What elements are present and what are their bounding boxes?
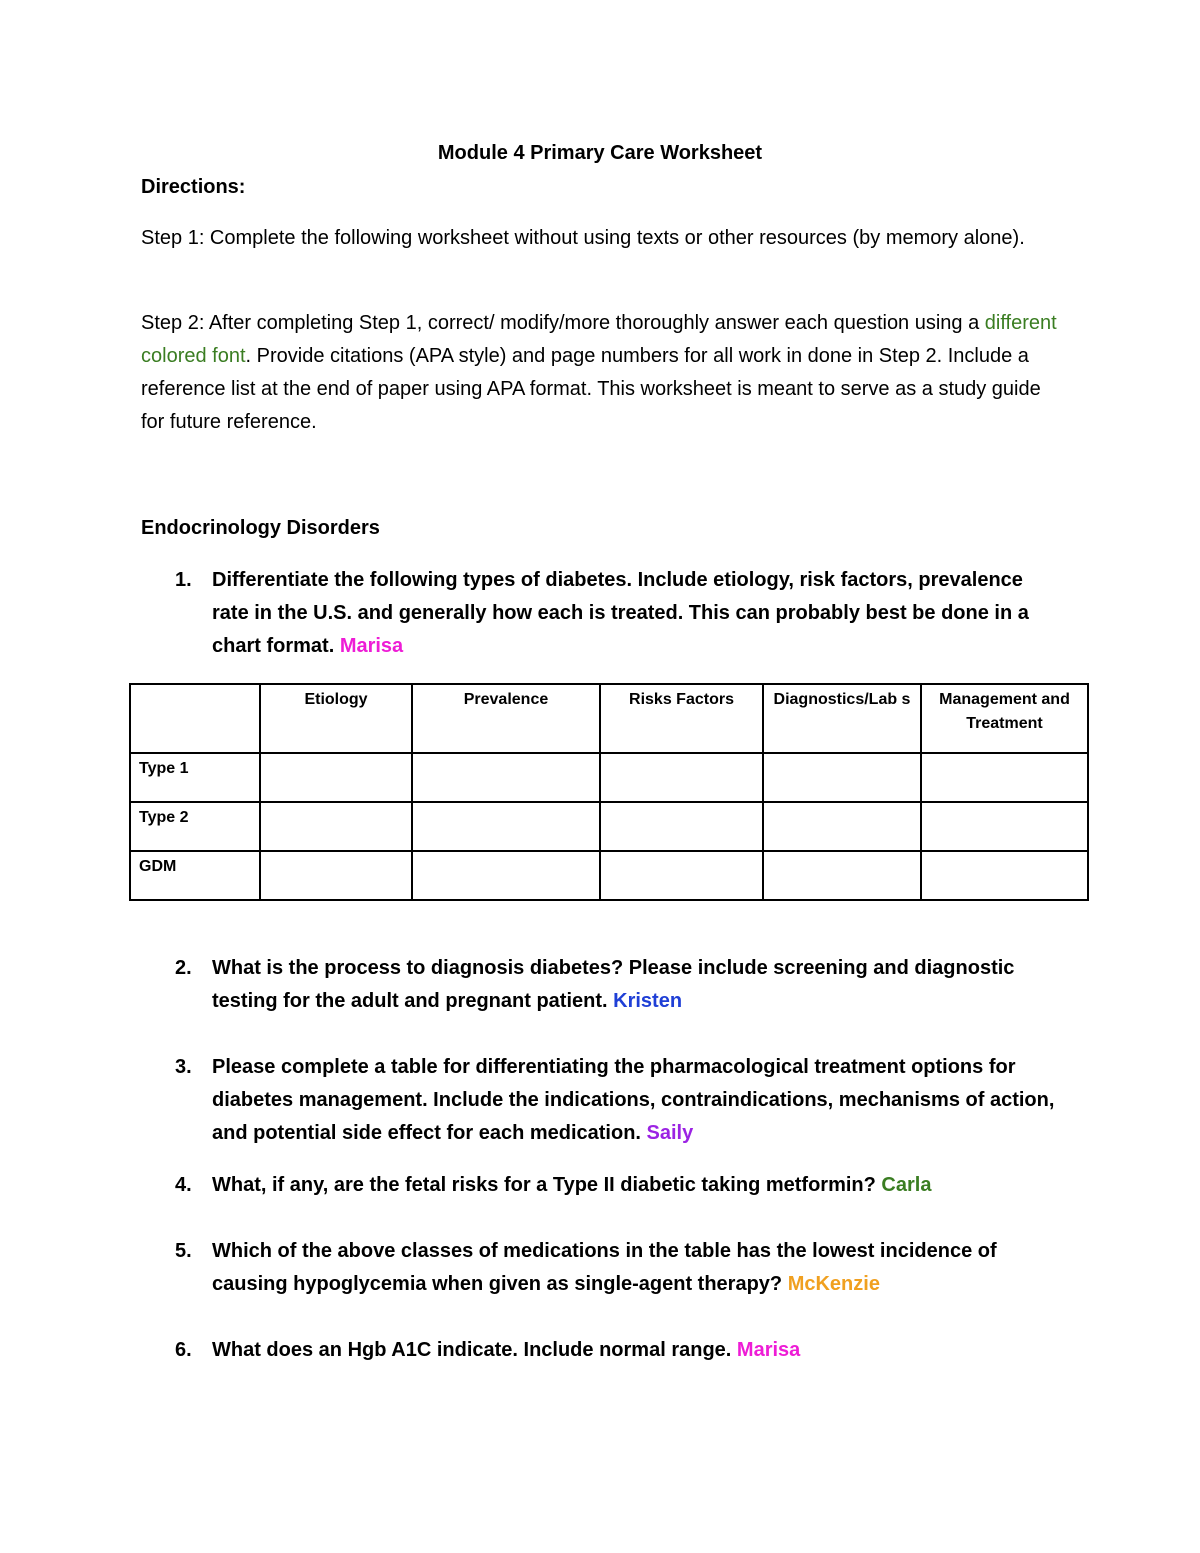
table-cell[interactable] <box>600 851 763 900</box>
table-header: Management and Treatment <box>921 684 1088 753</box>
question-text: Which of the above classes of medications in the table has the lowest incidence of causing hypoglycemia when given as single-agent therapy? <box>212 1240 997 1295</box>
table-row <box>130 753 1088 802</box>
directions-label: Directions: <box>141 176 246 198</box>
question-number: 5. <box>175 1240 192 1262</box>
section-heading: Endocrinology Disorders <box>141 517 380 539</box>
table-cell[interactable] <box>921 851 1088 900</box>
question-number: 3. <box>175 1056 192 1078</box>
question-text: What, if any, are the fetal risks for a Type II diabetic taking metformin? <box>212 1174 882 1196</box>
row-label: Type 1 <box>130 753 260 802</box>
table-cell[interactable] <box>260 851 412 900</box>
question-number: 2. <box>175 957 192 979</box>
table-cell[interactable] <box>921 753 1088 802</box>
diabetes-types-table <box>129 683 1089 901</box>
question-5 <box>175 1235 1065 1301</box>
row-label: Type 2 <box>130 802 260 851</box>
table-cell[interactable] <box>763 802 921 851</box>
question-text: Please complete a table for differentiating the pharmacological treatment options for diabetes management. Include the indications, contraindications, mechanisms of action, and potential side effect for each medication. <box>212 1056 1055 1144</box>
question-3 <box>175 1051 1065 1150</box>
table-row <box>130 802 1088 851</box>
table-cell[interactable] <box>600 802 763 851</box>
assignee-name: Marisa <box>339 635 404 657</box>
table-cell[interactable] <box>412 802 600 851</box>
table-header: Diagnostics/Lab s <box>763 684 921 753</box>
step1-text: Step 1: Complete the following worksheet without using texts or other resources (by memory alone). <box>141 227 1025 249</box>
question-6 <box>175 1334 1065 1367</box>
table-cell[interactable] <box>763 851 921 900</box>
assignee-name: McKenzie <box>787 1273 880 1295</box>
table-cell[interactable] <box>260 753 412 802</box>
table-row <box>130 851 1088 900</box>
assignee-name: Kristen <box>613 990 683 1012</box>
table-cell[interactable] <box>921 802 1088 851</box>
table-header: Etiology <box>260 684 412 753</box>
question-number: 1. <box>175 569 192 591</box>
assignee-name: Saily <box>646 1122 694 1144</box>
question-text: What does an Hgb A1C indicate. Include normal range. <box>212 1339 737 1361</box>
table-cell[interactable] <box>412 851 600 900</box>
question-4 <box>175 1169 1065 1202</box>
table-header-row <box>130 684 1088 753</box>
table-header <box>130 684 260 753</box>
row-label: GDM <box>130 851 260 900</box>
table-cell[interactable] <box>763 753 921 802</box>
question-2 <box>175 952 1065 1018</box>
table-header: Risks Factors <box>600 684 763 753</box>
step2-paragraph <box>141 307 1061 439</box>
table-header: Prevalence <box>412 684 600 753</box>
question-number: 6. <box>175 1339 192 1361</box>
table-cell[interactable] <box>600 753 763 802</box>
table-cell[interactable] <box>260 802 412 851</box>
question-1 <box>175 564 1065 663</box>
question-number: 4. <box>175 1174 192 1196</box>
assignee-name: Carla <box>881 1174 932 1196</box>
question-text: Differentiate the following types of diabetes. Include etiology, risk factors, prevalence rate in the U.S. and generally how each is treated. This can probably best be done in a chart format. <box>212 569 1029 657</box>
step2-rest: . Provide citations (APA style) and page numbers for all work in done in Step 2. Include a reference list at the end of paper using APA format. This worksheet is meant to serve as a study guide for future reference. <box>141 345 1041 433</box>
page-title: Module 4 Primary Care Worksheet <box>437 142 763 164</box>
table-cell[interactable] <box>412 753 600 802</box>
assignee-name: Marisa <box>736 1339 801 1361</box>
step2-lead: Step 2: After completing Step 1, correct/ modify/more thoroughly answer each question using a <box>141 312 985 334</box>
step2-colored-font: different colored font <box>141 312 1057 367</box>
question-text: What is the process to diagnosis diabetes? Please include screening and diagnostic testing for the adult and pregnant patient. <box>212 957 1015 1012</box>
